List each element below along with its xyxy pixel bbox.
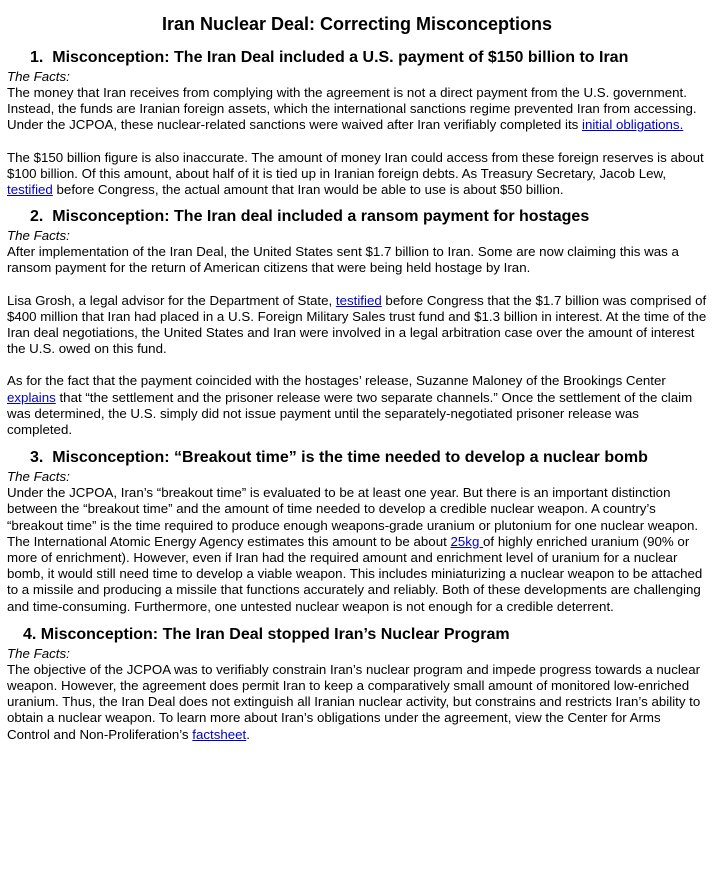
section-2 bbox=[7, 207, 707, 438]
section-title: Misconception: The Iran Deal stopped Iran’s Nuclear Program bbox=[40, 625, 510, 643]
paragraph: The objective of the JCPOA was to verifiably constrain Iran’s nuclear program and impede progress towards a nuclear weapon. However, the agreement does permit Iran to keep a comparatively small amount of monitored low-enriched uranium. Thus, the Iran Deal does not extinguish all Iranian nuclear activity, but constrains and restricts Iran’s ability to obtain a nuclear weapon. To learn more about Iran’s obligations under the agreement, view the Center for Arms Control and Non-Proliferation’s factsheet. bbox=[7, 661, 701, 742]
paragraph: As for the fact that the payment coincided with the hostages’ release, Suzanne Maloney of the Brookings Center explains that “the settlement and the prisoner release were two separate channels.” Once the settlement of the claim was determined, the U.S. simply did not issue payment until the separately-negotiated prisoner release was completed. bbox=[7, 373, 693, 438]
link-25kg[interactable]: 25kg bbox=[450, 533, 484, 549]
section-title: Misconception: The Iran Deal included a U.S. payment of $150 billion to Iran bbox=[52, 49, 629, 66]
facts-label: The Facts: bbox=[7, 69, 70, 84]
document-title: Iran Nuclear Deal: Correcting Misconceptions bbox=[161, 14, 553, 34]
section-number: 4. bbox=[23, 625, 37, 643]
paragraph: The money that Iran receives from complying with the agreement is not a direct payment from the U.S. government. Instead, the funds are Iranian foreign assets, which the international sanctions regime prevented Iran from accessing. Under the JCPOA, these nuclear-related sanctions were waived after Iran verifiably completed its initial obligations. bbox=[7, 85, 697, 133]
link-factsheet[interactable]: factsheet bbox=[192, 726, 247, 742]
section-1 bbox=[7, 48, 707, 198]
section-number: 2. bbox=[30, 208, 44, 226]
link-initial-obligations[interactable]: initial obligations. bbox=[582, 117, 684, 133]
section-heading bbox=[7, 207, 707, 227]
paragraph: After implementation of the Iran Deal, the United States sent $1.7 billion to Iran. Some are now claiming this was a ransom payment for the return of American citizens that were being held hostage by Iran. bbox=[7, 244, 679, 276]
link-testified-lew[interactable]: testified bbox=[7, 182, 53, 198]
section-number: 3. bbox=[30, 449, 44, 467]
section-title: Misconception: “Breakout time” is the time needed to develop a nuclear bomb bbox=[52, 449, 648, 467]
section-number: 1. bbox=[30, 49, 44, 66]
facts-label: The Facts: bbox=[7, 228, 70, 244]
section-4 bbox=[7, 625, 707, 743]
section-heading bbox=[7, 625, 707, 645]
section-3 bbox=[7, 448, 707, 615]
section-heading bbox=[7, 48, 707, 68]
paragraph: Lisa Grosh, a legal advisor for the Department of State, testified before Congress that the $1.7 billion was comprised of $400 million that Iran had placed in a U.S. Foreign Military Sales trust fund and $1.3 billion in interest. At the time of the Iran deal negotiations, the United States and Iran were involved in a legal arbitration case over the amount of interest the U.S. owed on this fund. bbox=[7, 292, 707, 357]
paragraph: The $150 billion figure is also inaccurate. The amount of money Iran could access from these foreign reserves is about $100 billion. Of this amount, about half of it is tied up in Iranian foreign debts. As Treasury Secretary, Jacob Lew, testified before Congress, the actual amount that Iran would be able to use is about $50 billion. bbox=[7, 149, 704, 198]
section-heading bbox=[7, 448, 707, 468]
paragraph: Under the JCPOA, Iran’s “breakout time” is evaluated to be at least one year. But there is an important distinction between the “breakout time” and the amount of time needed to develop a credible nuclear weapon. A country’s “breakout time” is the time required to produce enough weapons-grade uranium or plutonium for one nuclear weapon. The International Atomic Energy Agency estimates this amount to be about 25kg of highly enriched uranium (90% or more of enrichment). However, even if Iran had the required amount and enrichment level of uranium for a nuclear bomb, it would still need time to develop a viable weapon. This includes miniaturizing a nuclear weapon to be attached to a missile and producing a missile that functions accurately and reliably. Both of these developments are challenging and time-consuming. Furthermore, one untested nuclear weapon is not enough for a credible deterrent. bbox=[7, 485, 703, 614]
facts-label: The Facts: bbox=[7, 645, 70, 661]
link-testified-grosh[interactable]: testified bbox=[335, 292, 382, 308]
facts-label: The Facts: bbox=[7, 469, 70, 485]
link-explains[interactable]: explains bbox=[7, 389, 56, 405]
section-title: Misconception: The Iran deal included a ransom payment for hostages bbox=[52, 208, 590, 226]
